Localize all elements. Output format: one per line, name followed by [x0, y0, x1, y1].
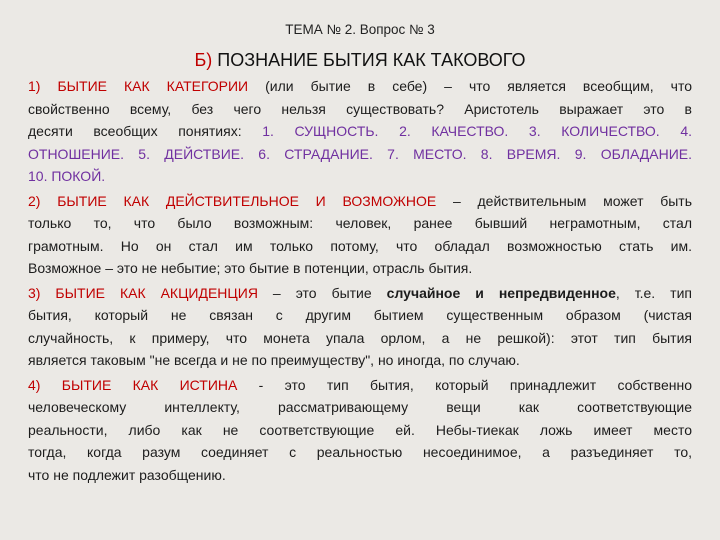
- categories-list-b: ОТНОШЕНИЕ. 5. ДЕЙСТВИЕ. 6. СТРАДАНИЕ. 7. МЕСТО. 8. ВРЕМЯ. 9. ОБЛАДАНИЕ.: [28, 145, 692, 162]
- topic-title: ТЕМА № 2. Вопрос № 3: [285, 22, 435, 37]
- paragraph-categories: 1) БЫТИЕ КАК КАТЕГОРИИ (или бытие в себе) – что является всеобщим, что свойственно всему, без чего нельзя существовать? Аристотель выражает это в десяти всеобщих понятиях: 1. СУЩНОСТЬ. 2. КАЧЕСТВО. 3. КОЛИЧЕСТВО. 4. ОТНОШЕНИЕ. 5. ДЕЙСТВИЕ. 6. СТРАДАНИЕ. 7. МЕСТО. 8. ВРЕМЯ. 9. ОБЛАДАНИЕ. 10. ПОКОЙ.: [28, 75, 692, 188]
- section-heading: [0, 50, 720, 71]
- actual-possible-lead: 2) БЫТИЕ КАК ДЕЙСТВИТЕЛЬНОЕ И ВОЗМОЖНОЕ: [28, 192, 437, 209]
- accident-lead: 3) БЫТИЕ КАК АКЦИДЕНЦИЯ: [28, 284, 258, 301]
- accident-emphasis: случайное и непредвиденное: [386, 284, 616, 301]
- truth-lead: 4) БЫТИЕ КАК ИСТИНА: [28, 376, 238, 393]
- categories-list-a: 1. СУЩНОСТЬ. 2. КАЧЕСТВО. 3. КОЛИЧЕСТВО. 4.: [262, 123, 692, 139]
- heading-prefix: Б): [194, 50, 213, 70]
- paragraph-truth: 4) БЫТИЕ КАК ИСТИНА - это тип бытия, который принадлежит собственно человеческому интеллекту, рассматривающему вещи как соответствующие реальности, либо как не соответствующие ей. Небы-тиекак ложь имеет место тогда, когда разум соединяет с реальностью несоединимое, а разъединяет то, что не подлежит разобщению.: [28, 376, 692, 483]
- categories-lead: 1) БЫТИЕ КАК КАТЕГОРИИ: [28, 78, 249, 94]
- categories-list-c: 10. ПОКОЙ.: [28, 168, 106, 184]
- slide-body: [28, 75, 692, 488]
- paragraph-actual-possible: 2) БЫТИЕ КАК ДЕЙСТВИТЕЛЬНОЕ И ВОЗМОЖНОЕ – действительным может быть только то, что было возможным: человек, ранее бывший неграмотным, стал грамотным. Но он стал им только потому, что обладал возможностью стать им. Возможное – это не небытие; это бытие в потенции, отрасль бытия.: [28, 192, 693, 276]
- heading-text: ПОЗНАНИЕ БЫТИЯ КАК ТАКОВОГО: [212, 50, 526, 70]
- paragraph-accident: 3) БЫТИЕ КАК АКЦИДЕНЦИЯ – это бытие случайное и непредвиденное, т.е. тип бытия, который не связан с другим бытием существенным образом (чистая случайность, к примеру, что монета упала орлом, а не решкой): этот тип бытия является таковым "не всегда и не по преимуществу", но иногда, по случаю.: [28, 284, 692, 368]
